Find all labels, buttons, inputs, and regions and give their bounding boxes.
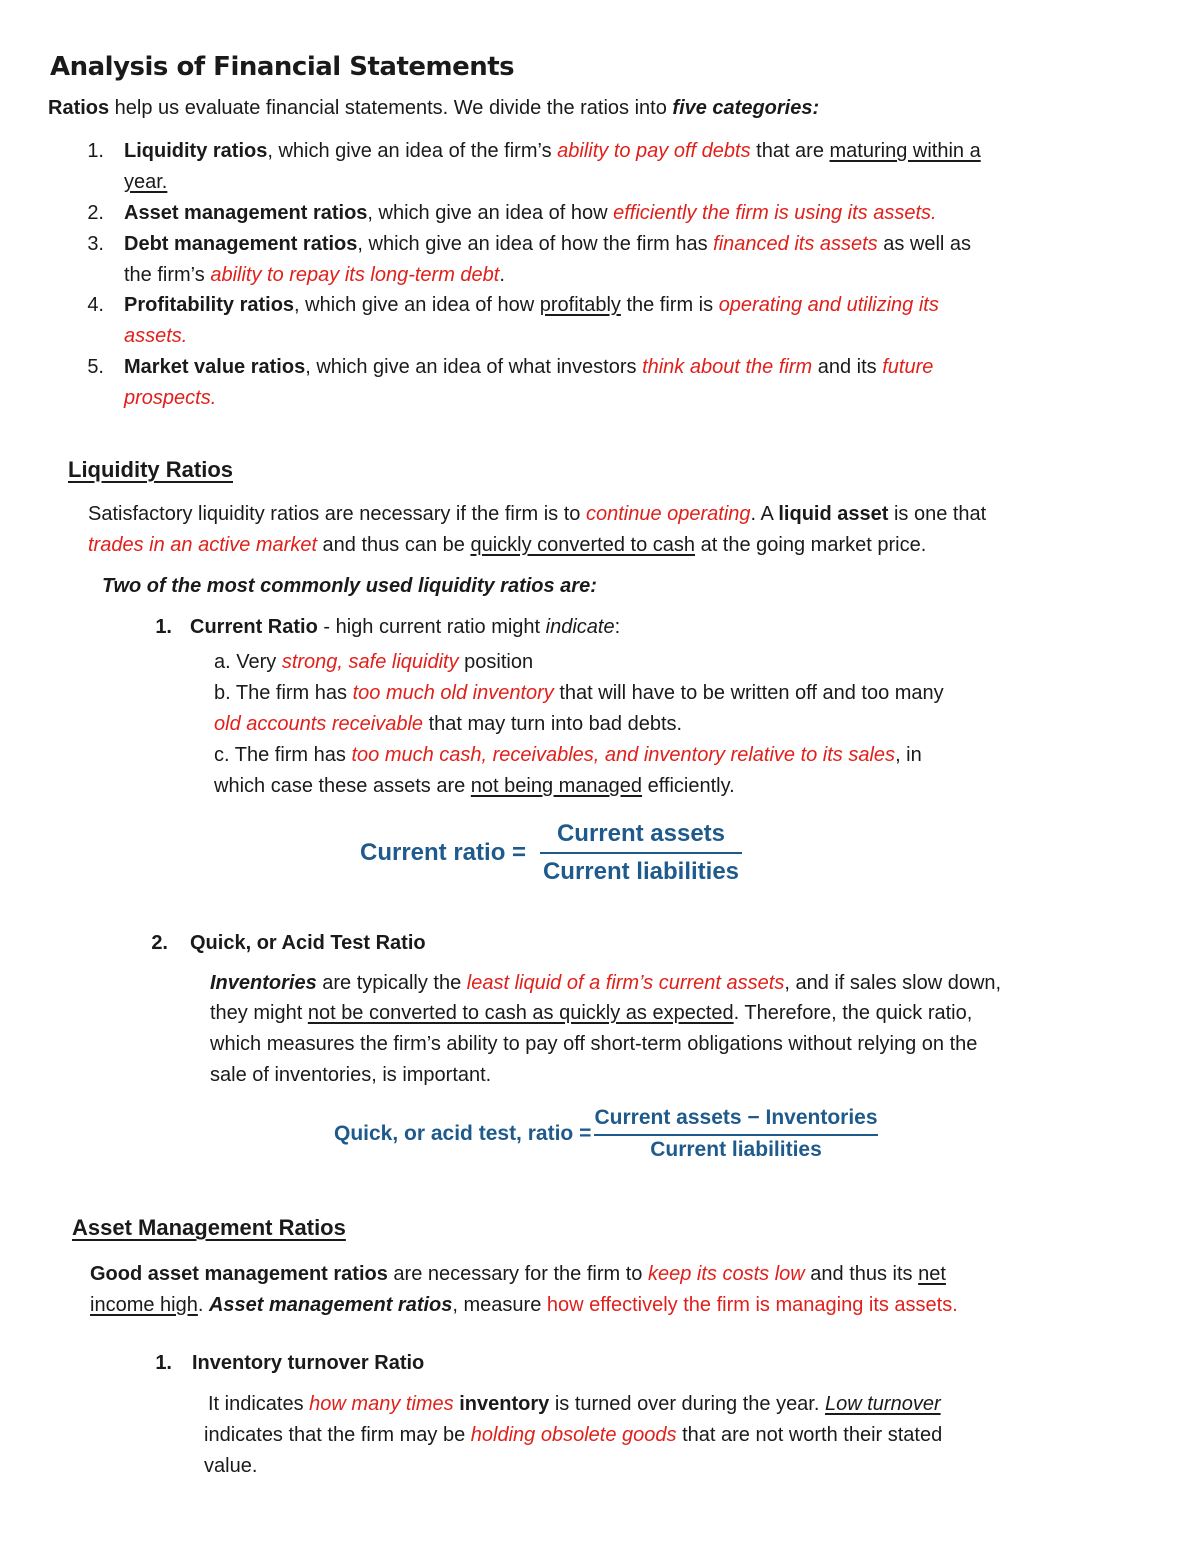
paragraph-text: , measure — [452, 1294, 547, 1316]
paragraph-text: is one that — [888, 503, 987, 525]
ratio-highlight: how many times — [309, 1393, 454, 1415]
asset-mgmt-paragraph-line2 — [90, 1290, 958, 1321]
ratio-bold-italic: Inventories — [210, 972, 317, 994]
section-heading-liquidity: Liquidity Ratios — [68, 457, 233, 482]
category-text: , which give an idea of how — [294, 294, 540, 316]
list-number: 5. — [87, 356, 104, 378]
formula-left: Current ratio = — [360, 839, 527, 866]
category-name: Debt management ratios — [124, 233, 358, 255]
category-text: , which give an idea of how the firm has — [357, 233, 714, 255]
category-underline: maturing within a — [829, 140, 981, 162]
point-underline: not being managed — [470, 775, 643, 797]
ratio-text: , and if sales slow down, — [784, 972, 1002, 994]
paragraph-text: are necessary for the firm to — [387, 1263, 648, 1285]
category-text: and its — [812, 356, 883, 378]
category-text: that are — [750, 140, 830, 162]
list-number: 3. — [87, 233, 104, 255]
paragraph-bold-italic: Asset management ratios — [208, 1294, 453, 1316]
list-item-continuation — [124, 167, 167, 198]
point-text: which case these assets are — [214, 775, 471, 797]
inventory-turnover-line2 — [204, 1420, 942, 1451]
category-highlight: operating and utilizing its — [718, 294, 939, 316]
category-text: the firm is — [620, 294, 719, 316]
category-highlight: efficiently the firm is using its assets. — [613, 202, 937, 224]
ratio-text: indicates that the firm may be — [204, 1424, 471, 1446]
category-text: the firm’s — [124, 264, 211, 286]
asset-mgmt-paragraph — [90, 1259, 946, 1290]
category-underline: profitably — [539, 294, 621, 316]
fraction-bar — [540, 852, 742, 854]
quick-ratio-line3: which measures the firm’s ability to pay off short-term obligations without relying on the — [210, 1033, 978, 1055]
list-item-profitability — [124, 290, 939, 321]
intro-text: help us evaluate financial statements. We divide the ratios into — [109, 97, 673, 119]
intro-paragraph — [48, 93, 819, 124]
current-ratio-point-a — [214, 647, 533, 678]
point-text: efficiently. — [642, 775, 735, 797]
point-text: that will have to be written off and too many — [553, 682, 944, 704]
list-item-continuation — [124, 260, 505, 291]
list-item-debt-management — [124, 229, 971, 260]
list-number: 1. — [155, 1352, 172, 1374]
inventory-turnover-heading: Inventory turnover Ratio — [192, 1352, 425, 1374]
list-number: 2. — [87, 202, 104, 224]
point-text: position — [458, 651, 534, 673]
liquidity-paragraph-line2 — [88, 530, 926, 561]
paragraph-highlight: continue operating — [585, 503, 751, 525]
list-item-asset-management — [124, 198, 937, 229]
paragraph-text: . A — [750, 503, 779, 525]
paragraph-highlight: trades in an active market — [88, 534, 317, 556]
quick-ratio-line4: sale of inventories, is important. — [210, 1064, 492, 1086]
list-number: 1. — [87, 140, 104, 162]
category-highlight: prospects. — [124, 387, 217, 409]
category-underline: year. — [124, 171, 168, 193]
category-highlight: ability to pay off debts — [557, 140, 751, 162]
point-text: b. The firm has — [214, 682, 353, 704]
category-name: Asset management ratios — [124, 202, 368, 224]
ratio-highlight: least liquid of a firm’s current assets — [466, 972, 785, 994]
intro-ratios-bold: Ratios — [48, 97, 110, 119]
inventory-turnover-line3: value. — [204, 1455, 258, 1477]
formula-left: Quick, or acid test, ratio = — [334, 1122, 592, 1145]
category-highlight: financed its assets — [713, 233, 878, 255]
paragraph-highlight: how effectively the firm is managing its assets. — [546, 1294, 958, 1316]
point-highlight: too much cash, receivables, and inventory relative to its sales — [351, 744, 896, 766]
category-name: Profitability ratios — [124, 294, 295, 316]
category-highlight: think about the firm — [642, 356, 813, 378]
point-text: that may turn into bad debts. — [423, 713, 683, 735]
point-highlight: strong, safe liquidity — [281, 651, 459, 673]
list-item-liquidity — [124, 136, 981, 167]
paragraph-text: and thus its — [804, 1263, 919, 1285]
ratio-text: - high current ratio might — [317, 616, 546, 638]
ratio-text: : — [614, 616, 621, 638]
quick-ratio-line1 — [210, 968, 1001, 999]
point-highlight: old accounts receivable — [214, 713, 424, 735]
ratio-text: It indicates — [208, 1393, 310, 1415]
formula-denominator: Current liabilities — [650, 1138, 822, 1161]
paragraph-underline: income high — [90, 1294, 198, 1316]
ratio-bold: inventory — [459, 1393, 550, 1415]
formula-numerator: Current assets — [556, 820, 726, 847]
ratio-text: is turned over during the year. — [549, 1393, 825, 1415]
formula-denominator: Current liabilities — [542, 858, 740, 885]
current-ratio-point-c — [214, 740, 922, 771]
category-text: . — [499, 264, 505, 286]
list-number: 4. — [87, 294, 104, 316]
list-item-continuation — [124, 383, 216, 414]
category-text: , which give an idea of the firm’s — [267, 140, 558, 162]
current-ratio-heading — [190, 612, 620, 643]
intro-five-categories: five categories: — [672, 97, 820, 119]
quick-ratio-line2 — [210, 998, 972, 1029]
formula-numerator: Current assets − Inventories — [594, 1106, 878, 1129]
category-highlight: ability to repay its long-term debt — [210, 264, 500, 286]
current-ratio-point-b-cont — [214, 709, 682, 740]
paragraph-bold: Good asset management ratios — [90, 1263, 388, 1285]
point-text: a. Very — [214, 651, 282, 673]
category-name: Market value ratios — [124, 356, 306, 378]
ratio-text: are typically the — [316, 972, 467, 994]
ratio-text: . Therefore, the quick ratio, — [733, 1002, 973, 1024]
paragraph-text: . — [197, 1294, 209, 1316]
current-ratio-point-b — [214, 678, 944, 709]
ratio-highlight: holding obsolete goods — [470, 1424, 677, 1446]
category-name: Liquidity ratios — [124, 140, 268, 162]
list-number: 1. — [155, 616, 172, 638]
ratio-text: they might — [210, 1002, 308, 1024]
paragraph-text: at the going market price. — [695, 534, 927, 556]
list-number: 2. — [151, 932, 168, 954]
category-highlight: assets. — [124, 325, 188, 347]
inventory-turnover-line1 — [208, 1389, 941, 1420]
ratio-italic: indicate — [545, 616, 615, 638]
point-highlight: too much old inventory — [352, 682, 554, 704]
paragraph-underline: net — [918, 1263, 946, 1285]
point-text: , in — [895, 744, 922, 766]
ratio-underline: Low turnover — [824, 1393, 941, 1415]
list-item-continuation — [124, 321, 187, 352]
ratio-text: that are not worth their stated — [676, 1424, 943, 1446]
liquidity-paragraph — [88, 499, 986, 530]
quick-ratio-heading: Quick, or Acid Test Ratio — [190, 932, 426, 954]
section-heading-asset-management: Asset Management Ratios — [72, 1215, 346, 1240]
paragraph-underline: quickly converted to cash — [470, 534, 696, 556]
category-text: as well as — [877, 233, 972, 255]
page-title: Analysis of Financial Statements — [50, 52, 515, 82]
category-text: , which give an idea of how — [367, 202, 614, 224]
paragraph-text: Satisfactory liquidity ratios are necessary if the firm is to — [88, 503, 586, 525]
paragraph-bold: liquid asset — [778, 503, 889, 525]
ratio-name: Current Ratio — [190, 616, 318, 638]
current-ratio-point-c-cont — [214, 771, 735, 802]
paragraph-highlight: keep its costs low — [647, 1263, 805, 1285]
category-highlight: future — [882, 356, 934, 378]
paragraph-text: and thus can be — [317, 534, 471, 556]
point-text: c. The firm has — [214, 744, 352, 766]
list-item-market-value — [124, 352, 933, 383]
category-text: , which give an idea of what investors — [305, 356, 643, 378]
ratio-underline: not be converted to cash as quickly as expected — [307, 1002, 734, 1024]
liquidity-subheading: Two of the most commonly used liquidity ratios are: — [102, 575, 597, 597]
